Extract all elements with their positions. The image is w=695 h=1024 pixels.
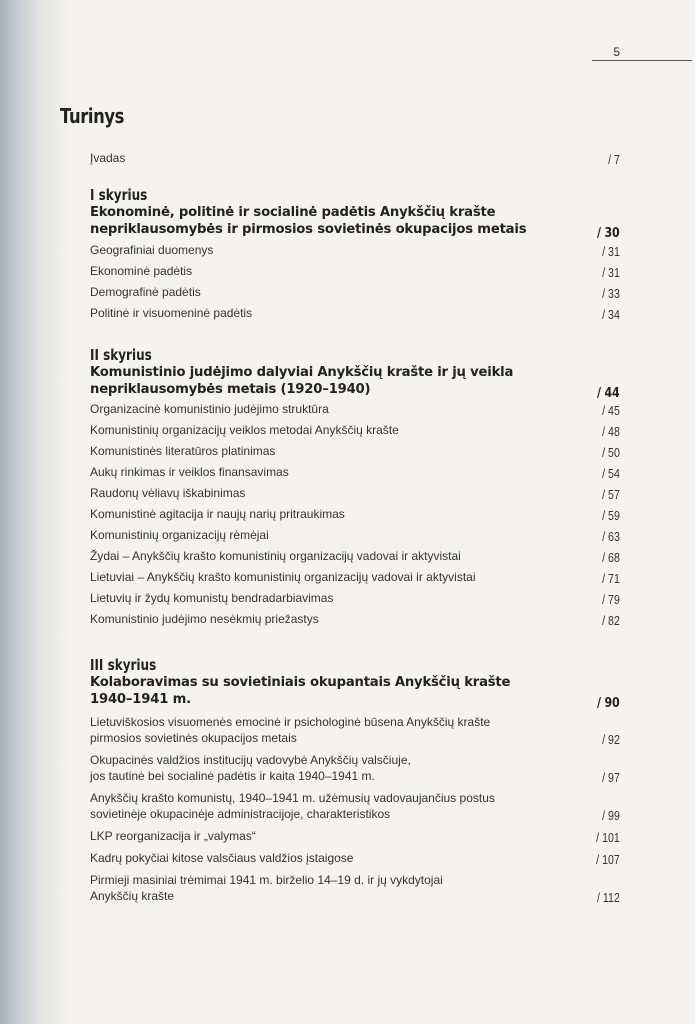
toc-entry-page: / 48 — [602, 425, 620, 439]
toc-entry — [90, 527, 620, 543]
toc-entry — [90, 401, 620, 417]
toc-entry-page: / 82 — [602, 614, 620, 628]
toc-entry — [90, 611, 620, 627]
toc-entry-label: Okupacinės valdžios institucijų vadovybė Anykščių valsčiuje, jos tautinė bei socialinė padėtis ir kaita 1940–1941 m. — [90, 753, 411, 783]
toc-entry-label: Raudonų vėliavų iškabinimas — [90, 486, 246, 500]
toc-entry — [90, 443, 620, 459]
chapter-title-text: Kolaboravimas su sovietiniais okupantais Anykščių krašte 1940–1941 m. — [90, 675, 511, 707]
chapter-title — [90, 364, 620, 401]
toc-entry — [90, 548, 620, 564]
toc-entry-label: Komunistinės literatūros platinimas — [90, 444, 276, 458]
toc-entry-label: Lietuviškosios visuomenės emocinė ir psichologinė būsena Anykščių krašte pirmosios sovietinės okupacijos metais — [90, 715, 491, 745]
toc-entry-label: Organizacinė komunistinio judėjimo struktūra — [90, 402, 329, 416]
toc-entry-page: / 59 — [602, 509, 620, 523]
chapter-heading: I skyrius — [90, 186, 148, 204]
toc-chapter-3 — [90, 656, 620, 904]
toc-entry — [90, 242, 620, 258]
toc-entry-label: Kadrų pokyčiai kitose valsčiaus valdžios įstaigose — [90, 851, 354, 865]
toc-entry-label: Aukų rinkimas ir veiklos finansavimas — [90, 465, 289, 479]
toc-entry — [90, 263, 620, 279]
toc-entry-intro — [90, 150, 620, 166]
toc-entry-page: / 54 — [602, 467, 620, 481]
toc-entry-page: / 7 — [608, 153, 620, 167]
chapter-title-text: Ekonominė, politinė ir socialinė padėtis Anykščių krašte nepriklausomybės ir pirmosios sovietinės okupacijos metais — [90, 205, 527, 237]
toc-entry-label: Lietuviai – Anykščių krašto komunistinių organizacijų vadovai ir aktyvistai — [90, 570, 476, 584]
toc-entry-label: Lietuvių ir žydų komunistų bendradarbiavimas — [90, 591, 334, 605]
toc-entry-label: Politinė ir visuomeninė padėtis — [90, 306, 253, 320]
toc-entry-page: / 45 — [602, 404, 620, 418]
toc-entry — [90, 506, 620, 522]
toc-entry — [90, 590, 620, 606]
toc-entry — [90, 464, 620, 480]
toc-entry — [90, 284, 620, 300]
toc-entry-page: / 107 — [596, 853, 620, 867]
chapter-heading: II skyrius — [90, 346, 152, 364]
toc-entry-label: Komunistinių organizacijų veiklos metodai Anykščių krašte — [90, 423, 399, 437]
toc-entry-page: / 33 — [602, 287, 620, 301]
toc-entry-page: / 71 — [602, 572, 620, 586]
toc-entry-page: / 34 — [602, 308, 620, 322]
toc-entry-page: / 79 — [602, 593, 620, 607]
toc-entry — [90, 485, 620, 501]
toc-entry — [90, 714, 620, 746]
page-title: Turinys — [60, 104, 125, 128]
toc-entry — [90, 305, 620, 321]
toc-entry-label: Žydai – Anykščių krašto komunistinių organizacijų vadovai ir aktyvistai — [90, 549, 461, 563]
toc-entry-page: / 99 — [602, 809, 620, 823]
toc-entry-page: / 31 — [602, 266, 620, 280]
toc-entry — [90, 790, 620, 822]
toc-entry-label: Komunistinė agitacija ir naujų narių pritraukimas — [90, 507, 345, 521]
toc-intro — [90, 150, 620, 166]
toc-entry-page: / 101 — [596, 831, 620, 845]
chapter-page: / 44 — [597, 386, 620, 401]
toc-entry-label: Ekonominė padėtis — [90, 264, 193, 278]
toc-entry-page: / 112 — [597, 891, 620, 905]
toc-entry-page: / 63 — [602, 530, 620, 544]
chapter-page: / 90 — [597, 696, 620, 711]
toc-entry-label: Geografiniai duomenys — [90, 243, 214, 257]
chapter-page: / 30 — [597, 226, 620, 241]
chapter-heading: III skyrius — [90, 656, 157, 674]
toc-entry — [90, 850, 620, 866]
toc-entry — [90, 752, 620, 784]
toc-entry-page: / 68 — [602, 551, 620, 565]
page-number: 5 — [613, 45, 620, 59]
toc-chapter-1 — [90, 186, 620, 321]
toc-entry-page: / 50 — [602, 446, 620, 460]
toc-entry-page: / 57 — [602, 488, 620, 502]
toc-entry — [90, 422, 620, 438]
header-rule — [592, 60, 692, 61]
toc-entry — [90, 872, 620, 904]
toc-entry-label: Anykščių krašto komunistų, 1940–1941 m. užėmusių vadovaujančius postus sovietinėje okupacinėje administracijoje, charakteristikos — [90, 791, 495, 821]
toc-entry-page: / 31 — [602, 245, 620, 259]
toc-entry-label: Komunistinių organizacijų rėmėjai — [90, 528, 269, 542]
toc-entry-label: Įvadas — [90, 151, 126, 165]
toc-entry — [90, 828, 620, 844]
toc-entry-label: LKP reorganizacija ir „valymas“ — [90, 829, 256, 843]
toc-entry-label: Komunistinio judėjimo nesėkmių priežastys — [90, 612, 319, 626]
toc-entry-label: Demografinė padėtis — [90, 285, 201, 299]
chapter-title-text: Komunistinio judėjimo dalyviai Anykščių krašte ir jų veikla nepriklausomybės metais (1920–1940) — [90, 365, 514, 397]
toc-entry-label: Pirmieji masiniai trėmimai 1941 m. birželio 14–19 d. ir jų vykdytojai Anykščių krašte — [90, 873, 443, 903]
toc-chapter-2 — [90, 346, 620, 627]
chapter-title — [90, 204, 620, 241]
book-spine-shadow — [0, 0, 70, 1024]
toc-entry-page: / 97 — [602, 771, 620, 785]
chapter-title — [90, 674, 620, 711]
toc-entry-page: / 92 — [602, 733, 620, 747]
toc-entry — [90, 569, 620, 585]
